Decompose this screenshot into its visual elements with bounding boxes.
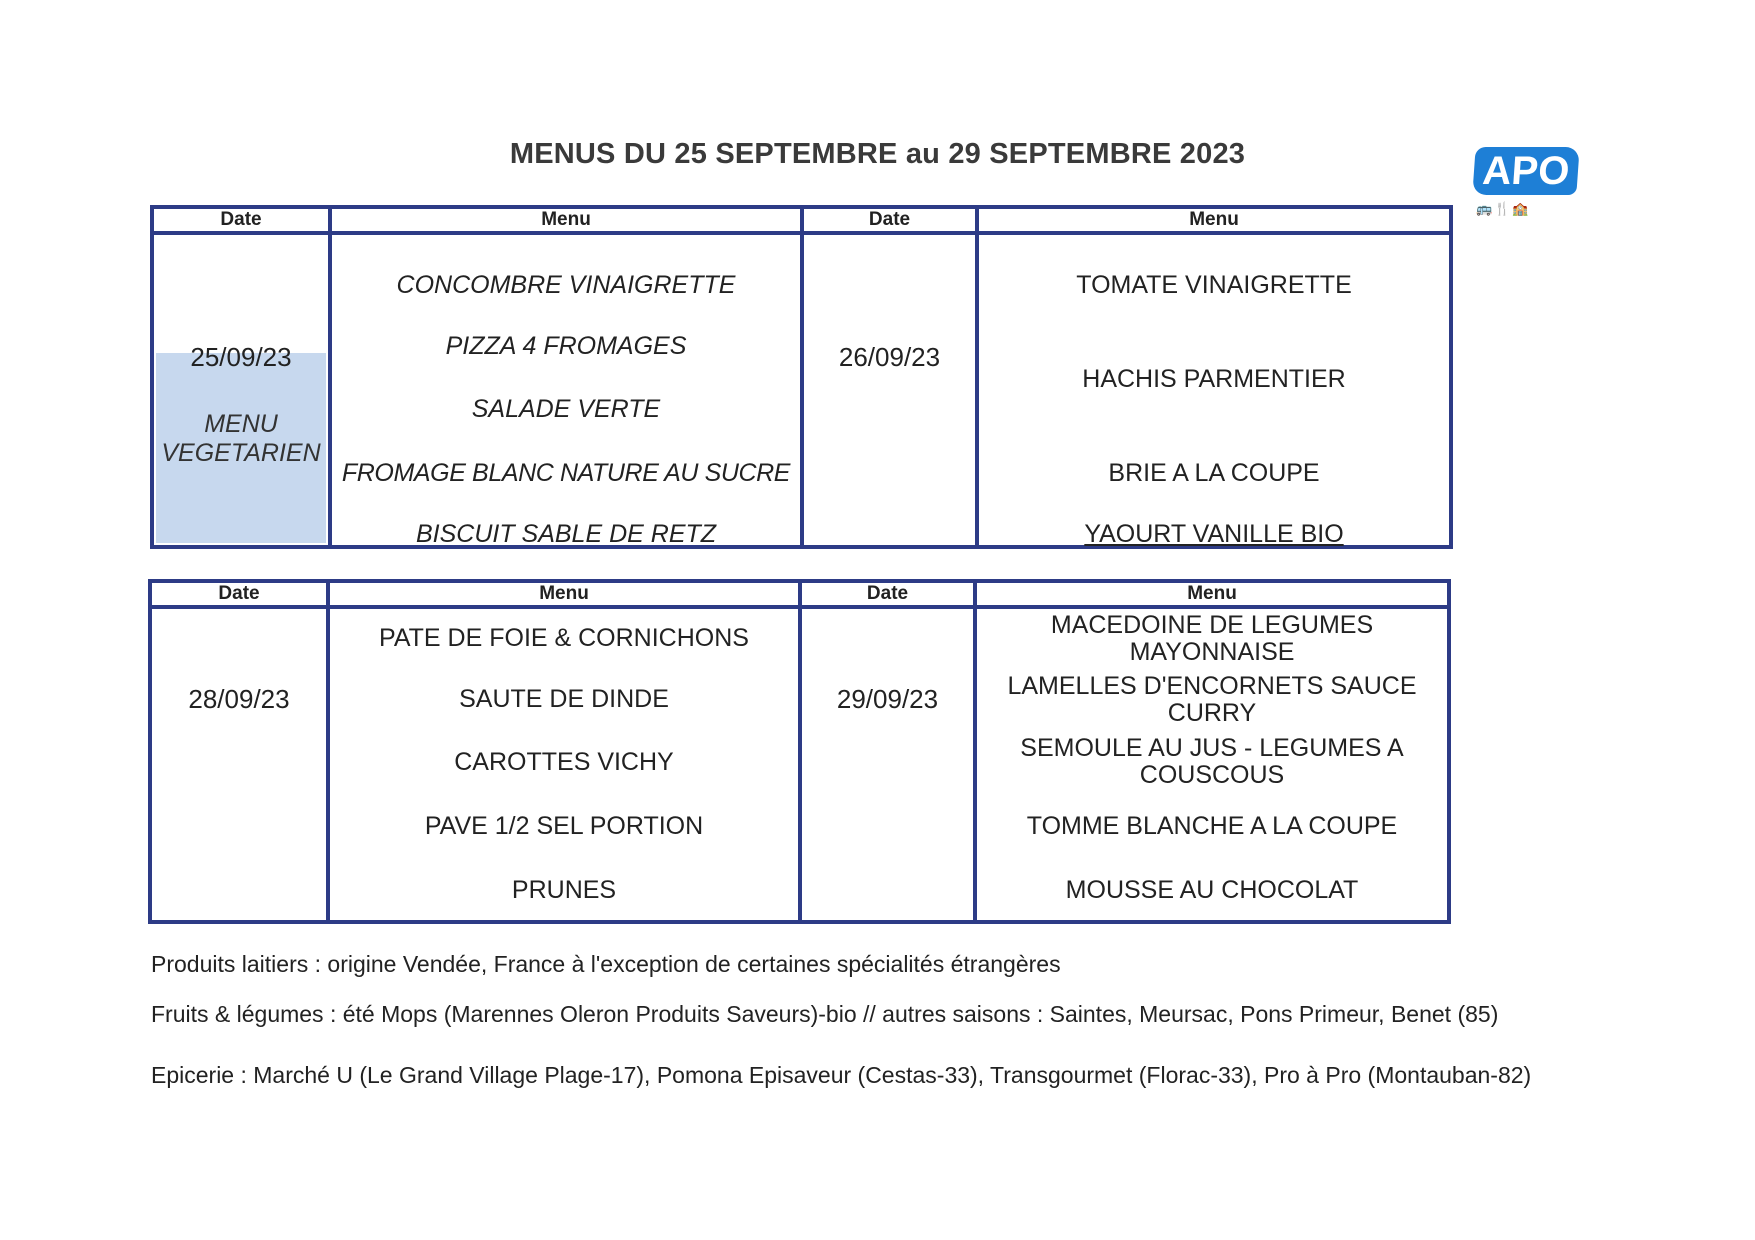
menu-table-week2	[148, 579, 1451, 924]
school-icon: 🏫	[1512, 201, 1531, 216]
date-label: 29/09/23	[836, 684, 939, 714]
dish: FROMAGE BLANC NATURE AU SUCRE	[341, 459, 791, 487]
header-menu: Menu	[977, 583, 1447, 605]
date-cell	[154, 235, 328, 545]
table-header-row	[154, 209, 1449, 231]
dish: TOMATE VINAIGRETTE	[1076, 271, 1352, 299]
menu-cell	[330, 609, 798, 920]
date-cell	[152, 609, 326, 920]
dish: PIZZA 4 FROMAGES	[445, 332, 687, 360]
menu-cell	[332, 235, 800, 548]
table-header-row	[152, 583, 1447, 605]
dish: YAOURT VANILLE BIO	[1084, 520, 1344, 548]
dish: CONCOMBRE VINAIGRETTE	[396, 271, 736, 299]
header-date: Date	[802, 583, 973, 605]
table-row	[154, 235, 1449, 545]
menu-table-week1	[150, 205, 1453, 549]
note-dairy: Produits laitiers : origine Vendée, France à l'exception de certaines spécialités étrangères	[151, 951, 1061, 977]
dish: SEMOULE AU JUS - LEGUMES A COUSCOUS	[1020, 734, 1404, 789]
date-cell	[804, 235, 975, 545]
header-menu: Menu	[979, 209, 1449, 231]
bus-icon: 🚌	[1476, 201, 1495, 216]
date-label: 28/09/23	[188, 684, 290, 714]
dish: PATE DE FOIE & CORNICHONS	[379, 624, 749, 652]
dish: PRUNES	[511, 876, 617, 904]
header-date: Date	[804, 209, 975, 231]
dish: TOMME BLANCHE A LA COUPE	[1026, 812, 1398, 840]
dish: SAUTE DE DINDE	[459, 685, 669, 713]
header-date: Date	[152, 583, 326, 605]
dish: SALADE VERTE	[471, 395, 661, 423]
dish: CAROTTES VICHY	[454, 748, 674, 776]
cutlery-icon: 🍴	[1494, 201, 1513, 216]
page-title: MENUS DU 25 SEPTEMBRE au 29 SEPTEMBRE 2023	[509, 138, 1246, 170]
dish: BRIE A LA COUPE	[1108, 459, 1320, 487]
dish: PAVE 1/2 SEL PORTION	[424, 812, 704, 840]
header-date: Date	[154, 209, 328, 231]
menu-cell	[979, 235, 1449, 548]
vegetarian-tag: MENU VEGETARIEN	[161, 410, 321, 467]
header-menu: Menu	[332, 209, 800, 231]
menu-cell	[977, 609, 1447, 920]
note-fruits-vegetables: Fruits & légumes : été Mops (Marennes Oleron Produits Saveurs)-bio // autres saisons : Saintes, Meursac, Pons Primeur, Benet (85)	[151, 1001, 1499, 1027]
date-label: 26/09/23	[838, 342, 941, 372]
logo-badge: APO	[1472, 147, 1579, 195]
dish: HACHIS PARMENTIER	[1082, 365, 1346, 393]
header-menu: Menu	[330, 583, 798, 605]
date-cell	[802, 609, 973, 920]
date-label: 25/09/23	[190, 342, 292, 372]
apo-logo	[1472, 147, 1582, 217]
table-row	[152, 609, 1447, 920]
dish: MOUSSE AU CHOCOLAT	[1065, 876, 1359, 904]
dish: MACEDOINE DE LEGUMES MAYONNAISE	[1050, 611, 1374, 666]
note-grocery: Epicerie : Marché U (Le Grand Village Plage-17), Pomona Episaveur (Cestas-33), Transgourmet (Florac-33), Pro à Pro (Montauban-82)	[151, 1062, 1532, 1088]
dish: LAMELLES D'ENCORNETS SAUCE CURRY	[1007, 672, 1417, 727]
logo-icons	[1476, 201, 1531, 217]
dish: BISCUIT SABLE DE RETZ	[415, 520, 717, 548]
